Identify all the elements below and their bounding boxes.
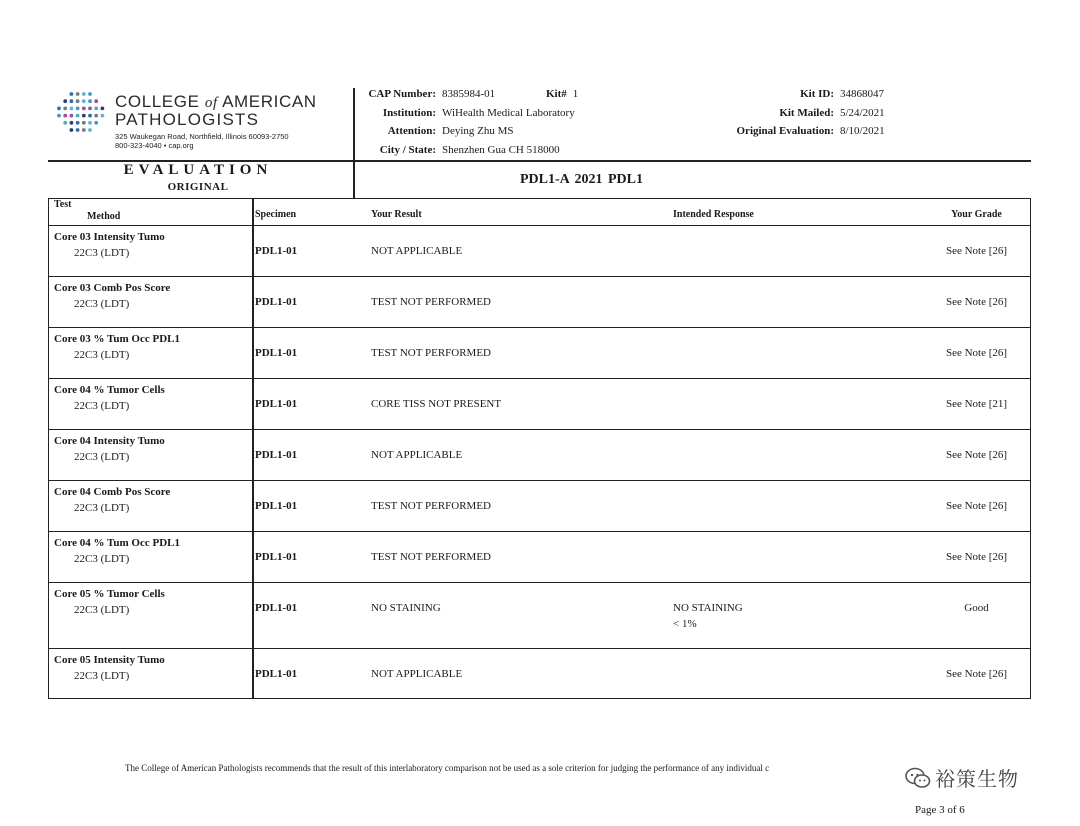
header-specimen: Specimen <box>255 209 297 220</box>
specimen: PDL1-01 <box>255 668 298 680</box>
your-result: TEST NOT PERFORMED <box>371 347 492 359</box>
logo-dot <box>82 92 86 96</box>
results-table <box>48 198 1031 699</box>
logo-dot <box>88 114 92 118</box>
method: 22C3 (LDT) <box>74 604 130 616</box>
header-divider-vertical <box>353 88 355 198</box>
logo-dot <box>76 121 80 125</box>
test-name: Core 04 % Tum Occ PDL1 <box>54 537 180 549</box>
test-name: Core 04 Comb Pos Score <box>54 486 171 498</box>
method: 22C3 (LDT) <box>74 553 130 565</box>
specimen: PDL1-01 <box>255 449 298 461</box>
participant-info <box>360 88 578 162</box>
logo-dot <box>70 99 74 103</box>
header-test: Test <box>54 199 72 210</box>
your-grade: See Note [26] <box>945 449 1008 461</box>
table-row <box>49 430 1030 481</box>
logo-dot <box>70 114 74 118</box>
disclaimer-note: The College of American Pathologists recommends that the result of this interlaboratory comparison not be used as a sole criterion for judging the performance of any individual c <box>125 763 770 773</box>
specimen: PDL1-01 <box>255 398 298 410</box>
logo-line-2: PATHOLOGISTS <box>115 110 260 129</box>
page-number: Page 3 of 6 <box>915 804 965 816</box>
logo-dot <box>76 114 80 118</box>
table-row <box>49 379 1030 430</box>
logo-dot <box>88 121 92 125</box>
method: 22C3 (LDT) <box>74 670 130 682</box>
your-grade: See Note [26] <box>945 668 1008 680</box>
logo-dot <box>76 99 80 103</box>
info-row-cap-number: CAP Number: 8385984-01 Kit# 1 <box>360 88 578 107</box>
method: 22C3 (LDT) <box>74 349 130 361</box>
specimen: PDL1-01 <box>255 245 298 257</box>
logo-dot <box>94 114 98 118</box>
logo-dot <box>57 107 61 111</box>
your-result: NOT APPLICABLE <box>371 449 463 461</box>
test-name: Core 03 % Tum Occ PDL1 <box>54 333 180 345</box>
wechat-icon <box>905 767 931 789</box>
info-row-original-evaluation: Original Evaluation: 8/10/2021 <box>736 125 885 137</box>
logo-dot <box>70 107 74 111</box>
your-result: TEST NOT PERFORMED <box>371 551 492 563</box>
logo-dot <box>70 128 74 132</box>
your-grade: See Note [26] <box>945 245 1008 257</box>
kit-number-label: Kit# <box>546 88 567 100</box>
logo-dot <box>70 92 74 96</box>
watermark-text: 裕策生物 <box>935 767 1019 791</box>
info-row-kit-mailed: Kit Mailed: 5/24/2021 <box>779 106 885 119</box>
table-row <box>49 328 1030 379</box>
logo-dot <box>101 114 105 118</box>
your-grade: See Note [26] <box>945 551 1008 563</box>
table-row <box>49 649 1030 700</box>
logo-dot <box>88 99 92 103</box>
logo-dot <box>82 121 86 125</box>
kit-number-value: 1 <box>572 88 579 100</box>
logo-dot <box>94 107 98 111</box>
evaluation-subtitle: ORIGINAL <box>167 181 229 193</box>
your-grade: See Note [26] <box>945 347 1008 359</box>
your-grade: See Note [26] <box>945 500 1008 512</box>
your-grade: Good <box>964 602 989 614</box>
your-result: NOT APPLICABLE <box>371 245 463 257</box>
table-row <box>49 532 1030 583</box>
logo-contact: 800-323-4040 • cap.org <box>115 141 194 150</box>
test-name: Core 05 Intensity Tumo <box>54 654 165 666</box>
logo-dot <box>88 128 92 132</box>
logo-dot <box>63 107 67 111</box>
kit-info <box>706 88 885 144</box>
table-row <box>49 583 1030 649</box>
cap-logo <box>55 88 345 148</box>
test-name: Core 04 % Tumor Cells <box>54 384 165 396</box>
specimen: PDL1-01 <box>255 551 298 563</box>
your-result: NO STAINING <box>371 602 441 614</box>
info-row-city-state: City / State: Shenzhen Gua CH 518000 <box>379 143 560 156</box>
logo-dot <box>82 99 86 103</box>
logo-dot <box>82 107 86 111</box>
logo-dot <box>76 107 80 111</box>
your-result: TEST NOT PERFORMED <box>371 296 492 308</box>
header-result: Your Result <box>371 209 422 220</box>
logo-dot <box>101 107 105 111</box>
test-name: Core 03 Comb Pos Score <box>54 282 171 294</box>
logo-dot <box>82 114 86 118</box>
table-row <box>49 481 1030 532</box>
your-result: CORE TISS NOT PRESENT <box>371 398 502 410</box>
method: 22C3 (LDT) <box>74 451 130 463</box>
info-row-attention: Attention: Deying Zhu MS <box>387 125 514 137</box>
logo-dot <box>88 92 92 96</box>
your-result: NOT APPLICABLE <box>371 668 463 680</box>
table-row <box>49 277 1030 328</box>
intended-response-detail: < 1% <box>673 618 697 630</box>
table-row <box>49 226 1030 277</box>
specimen: PDL1-01 <box>255 500 298 512</box>
logo-dot <box>70 121 74 125</box>
your-result: TEST NOT PERFORMED <box>371 500 492 512</box>
test-name: Core 03 Intensity Tumo <box>54 231 165 243</box>
dot-grid-logo-icon <box>55 90 107 136</box>
logo-line-1: COLLEGE of AMERICAN <box>115 92 317 111</box>
logo-dot <box>76 92 80 96</box>
logo-dot <box>76 128 80 132</box>
intended-response: NO STAINING <box>673 602 743 614</box>
method: 22C3 (LDT) <box>74 502 130 514</box>
logo-dot <box>82 128 86 132</box>
logo-dot <box>94 121 98 125</box>
logo-dot <box>63 99 67 103</box>
table-header <box>49 199 1030 226</box>
header-intended: Intended Response <box>673 209 754 220</box>
test-name: Core 04 Intensity Tumo <box>54 435 165 447</box>
logo-dot <box>94 99 98 103</box>
logo-dot <box>57 114 61 118</box>
watermark <box>905 763 1019 792</box>
specimen: PDL1-01 <box>255 602 298 614</box>
method: 22C3 (LDT) <box>74 400 130 412</box>
logo-address: 325 Waukegan Road, Northfield, Illinois 60093-2750 <box>115 132 289 141</box>
method: 22C3 (LDT) <box>74 298 130 310</box>
header-grade: Your Grade <box>951 209 1002 220</box>
your-grade: See Note [26] <box>945 296 1008 308</box>
specimen: PDL1-01 <box>255 296 298 308</box>
your-grade: See Note [21] <box>945 398 1008 410</box>
test-name: Core 05 % Tumor Cells <box>54 588 165 600</box>
info-row-institution: Institution: WiHealth Medical Laboratory <box>382 106 575 119</box>
logo-dot <box>63 121 67 125</box>
header-method: Method <box>87 211 121 222</box>
specimen: PDL1-01 <box>255 347 298 359</box>
method: 22C3 (LDT) <box>74 247 130 259</box>
evaluation-title: EVALUATION <box>123 162 273 178</box>
logo-wordmark <box>115 92 317 150</box>
logo-dot <box>88 107 92 111</box>
program-title: PDL1-A 2021 PDL1 <box>520 172 643 187</box>
logo-dot <box>63 114 67 118</box>
info-row-kit-id: Kit ID: 34868047 <box>800 88 884 100</box>
